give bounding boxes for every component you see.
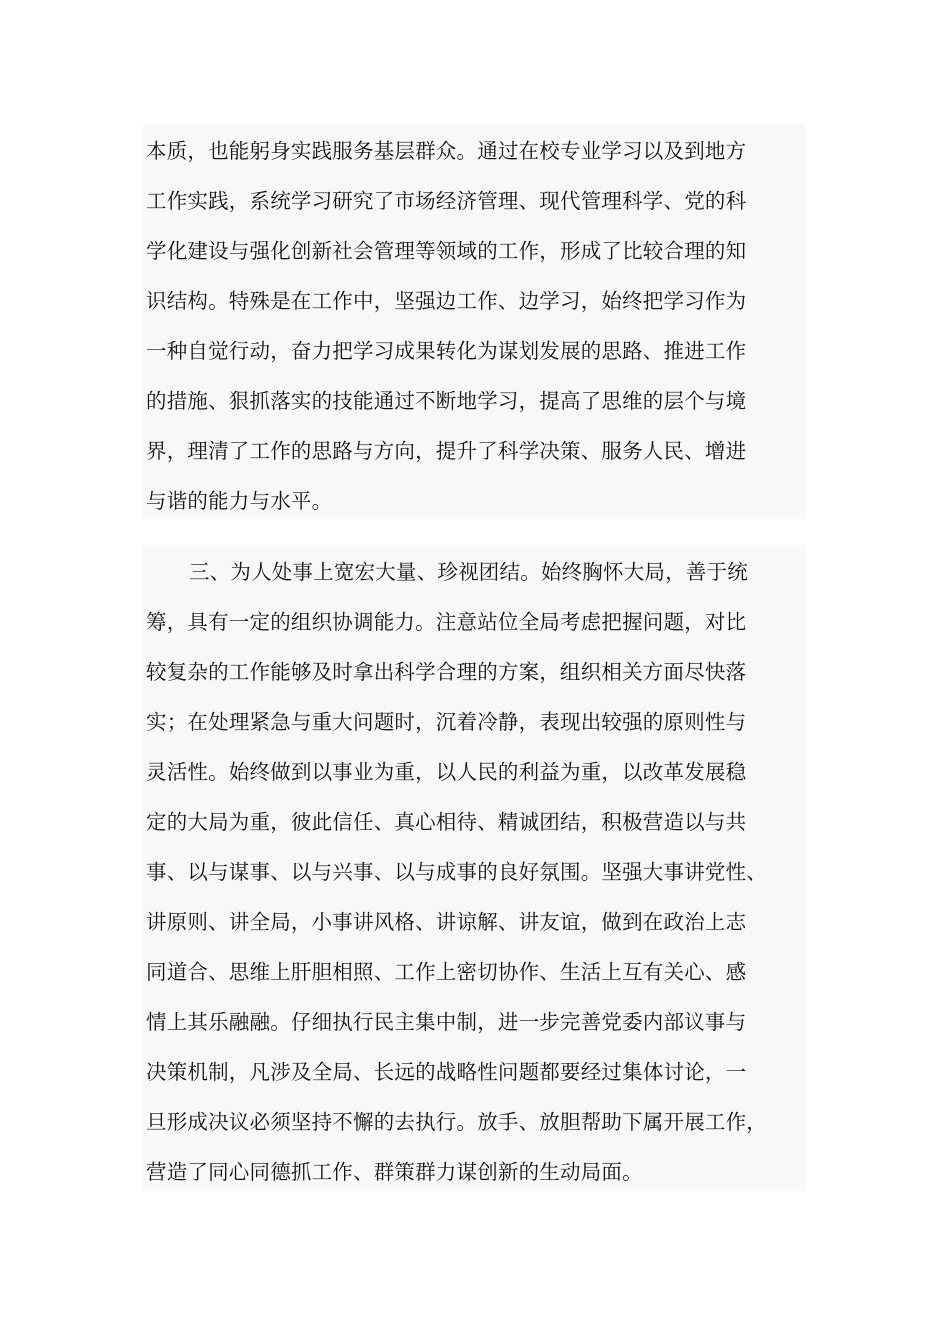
paragraph-2-line: 营造了同心同德抓工作、群策群力谋创新的生动局面。 <box>146 1160 643 1184</box>
paragraph-1-line: 的措施、狠抓落实的技能通过不断地学习，提高了思维的层个与境 <box>146 389 747 413</box>
paragraph-2-line: 事、以与谋事、以与兴事、以与成事的良好氛围。坚强大事讲党性、 <box>146 860 767 884</box>
paragraph-2-line: 较复杂的工作能够及时拿出科学合理的方案，组织相关方面尽快落 <box>146 660 747 684</box>
paragraph-2-line: 灵活性。始终做到以事业为重，以人民的利益为重，以改革发展稳 <box>146 760 747 784</box>
paragraph-1-line: 工作实践，系统学习研究了市场经济管理、现代管理科学、党的科 <box>146 189 747 213</box>
paragraph-1-line: 一种自觉行动，奋力把学习成果转化为谋划发展的思路、推进工作 <box>146 339 747 363</box>
paragraph-1-line: 识结构。特殊是在工作中，坚强边工作、边学习，始终把学习作为 <box>146 289 747 313</box>
paragraph-2-line: 定的大局为重，彼此信任、真心相待、精诚团结，积极营造以与共 <box>146 810 747 834</box>
paragraph-2-line: 同道合、思维上肝胆相照、工作上密切协作、生活上互有关心、感 <box>146 960 747 984</box>
paragraph-2-line: 实；在处理紧急与重大问题时，沉着冷静，表现出较强的原则性与 <box>146 710 747 734</box>
paragraph-1-line: 学化建设与强化创新社会管理等领域的工作，形成了比较合理的知 <box>146 239 747 263</box>
paragraph-1-line: 界，理清了工作的思路与方向，提升了科学决策、服务人民、增进 <box>146 439 747 463</box>
paragraph-2-line: 情上其乐融融。仔细执行民主集中制，进一步完善党委内部议事与 <box>146 1010 747 1034</box>
paragraph-2-line: 旦形成决议必须坚持不懈的去执行。放手、放胆帮助下属开展工作， <box>146 1110 767 1134</box>
paragraph-2-line: 三、为人处事上宽宏大量、珍视团结。始终胸怀大局，善于统 <box>189 560 748 584</box>
paragraph-2-line: 讲原则、讲全局，小事讲风格、讲谅解、讲友谊，做到在政治上志 <box>146 910 747 934</box>
paragraph-2-line: 筹，具有一定的组织协调能力。注意站位全局考虑把握问题，对比 <box>146 610 747 634</box>
paragraph-1-line: 本质，也能躬身实践服务基层群众。通过在校专业学习以及到地方 <box>146 139 747 163</box>
paragraph-1-line: 与谐的能力与水平。 <box>146 489 333 513</box>
paragraph-2-line: 决策机制，凡涉及全局、长远的战略性问题都要经过集体讨论，一 <box>146 1060 747 1084</box>
